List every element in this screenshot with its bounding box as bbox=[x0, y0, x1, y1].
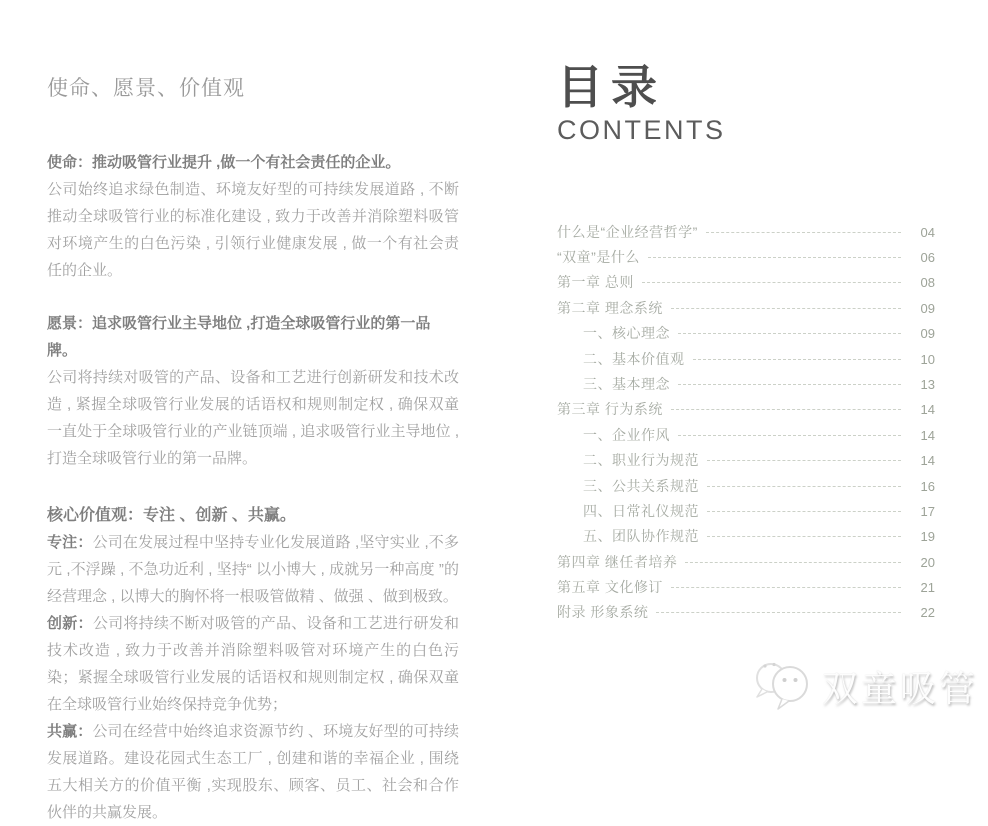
toc-entry-label: 第五章 文化修订 bbox=[557, 579, 663, 596]
toc-entry-label: 一、核心理念 bbox=[583, 325, 670, 342]
toc-entry bbox=[557, 374, 935, 399]
toc-entry bbox=[557, 501, 935, 526]
toc-leader-line bbox=[678, 435, 901, 436]
table-of-contents-page bbox=[557, 62, 935, 628]
toc-leader-line bbox=[671, 409, 901, 410]
toc-entry-page: 16 bbox=[920, 478, 935, 494]
toc-leader-line bbox=[707, 536, 901, 537]
toc-leader-line bbox=[671, 308, 901, 309]
toc-entry-label: 二、职业行为规范 bbox=[583, 452, 699, 469]
toc-leader-line bbox=[707, 511, 901, 512]
toc-entry-label: “双童”是什么 bbox=[557, 248, 640, 265]
value-innovation-paragraph bbox=[47, 610, 459, 718]
toc-title-chinese: 目录 bbox=[557, 60, 665, 114]
toc-entry bbox=[557, 272, 935, 297]
toc-leader-line bbox=[642, 282, 901, 283]
toc-title-english: CONTENTS bbox=[557, 114, 726, 145]
toc-leader-line bbox=[678, 333, 901, 334]
toc-entry bbox=[557, 323, 935, 348]
toc-entry bbox=[557, 602, 935, 627]
toc-entry-label: 二、基本价值观 bbox=[583, 350, 685, 367]
value-focus-paragraph bbox=[47, 529, 459, 610]
toc-entry-label: 三、公共关系规范 bbox=[583, 477, 699, 494]
toc-entry bbox=[557, 552, 935, 577]
toc-entry bbox=[557, 450, 935, 475]
mission-vision-values-page bbox=[47, 72, 459, 826]
core-values-heading: 核心价值观：专注 、创新 、共赢。 bbox=[47, 507, 296, 524]
toc-leader-line bbox=[693, 359, 902, 360]
toc-leader-line bbox=[678, 384, 901, 385]
toc-entry-label: 四、日常礼仪规范 bbox=[583, 502, 699, 519]
toc-entry-page: 09 bbox=[920, 326, 935, 342]
toc-entry-page: 08 bbox=[920, 275, 935, 291]
toc-entry-label: 第二章 理念系统 bbox=[557, 299, 663, 316]
value-winwin-lead: 共赢： bbox=[47, 723, 93, 740]
toc-leader-line bbox=[656, 612, 901, 613]
toc-entry bbox=[557, 222, 935, 247]
toc-entry-page: 09 bbox=[920, 300, 935, 316]
brand-logo bbox=[752, 655, 978, 718]
toc-entry bbox=[557, 577, 935, 602]
toc-leader-line bbox=[707, 486, 901, 487]
toc-entry bbox=[557, 425, 935, 450]
toc-entry bbox=[557, 476, 935, 501]
toc-entry-page: 21 bbox=[920, 580, 935, 596]
toc-entry bbox=[557, 247, 935, 272]
toc-entry-page: 04 bbox=[920, 224, 935, 240]
page-title: 使命、愿景、价值观 bbox=[47, 77, 245, 100]
toc-leader-line bbox=[707, 460, 901, 461]
value-innovation-lead: 创新： bbox=[47, 615, 93, 632]
toc-entry-page: 22 bbox=[920, 605, 935, 621]
mission-lead: 使命：推动吸管行业提升 ,做一个有社会责任的企业。 bbox=[47, 154, 401, 171]
toc-leader-line bbox=[706, 232, 901, 233]
toc-entry-label: 一、企业作风 bbox=[583, 426, 670, 443]
toc-entry-label: 五、团队协作规范 bbox=[583, 528, 699, 545]
toc-entry-label: 第四章 继任者培养 bbox=[557, 553, 678, 570]
toc-entry-page: 14 bbox=[920, 402, 935, 418]
toc-entry-page: 13 bbox=[920, 376, 935, 392]
toc-leader-line bbox=[648, 257, 901, 258]
value-focus-lead: 专注： bbox=[47, 534, 93, 551]
toc-entry-page: 06 bbox=[920, 249, 935, 265]
vision-lead: 愿景：追求吸管行业主导地位 ,打造全球吸管行业的第一品牌。 bbox=[47, 315, 431, 359]
toc-entry bbox=[557, 399, 935, 424]
value-winwin-paragraph bbox=[47, 718, 459, 826]
toc-entry-page: 20 bbox=[920, 554, 935, 570]
toc-leader-line bbox=[671, 587, 901, 588]
vision-body: 公司将持续对吸管的产品、设备和工艺进行创新研发和技术改造 , 紧握全球吸管行业发展的话语权和规则制定权 , 确保双童一直处于全球吸管行业的产业链顶端 , 追求吸管行业主导地位 , 打造全球吸管行业的第一品牌。 bbox=[47, 369, 459, 467]
toc-entry bbox=[557, 349, 935, 374]
toc-entry-page: 19 bbox=[920, 529, 935, 545]
value-winwin-body: 公司在经营中始终追求资源节约 、环境友好型的可持续发展道路。建设花园式生态工厂 , 创建和谐的幸福企业 , 围绕五大相关方的价值平衡 ,实现股东、顾客、员工、社会和合作伙伴的共赢发展。 bbox=[47, 723, 459, 821]
toc-entry bbox=[557, 526, 935, 551]
toc-entry-label: 三、基本理念 bbox=[583, 375, 670, 392]
mission-body: 公司始终追求绿色制造、环境友好型的可持续发展道路 , 不断推动全球吸管行业的标准化建设 , 致力于改善并消除塑料吸管对环境产生的白色污染 , 引领行业健康发展 , 做一个有社会责任的企业。 bbox=[47, 181, 459, 279]
vision-section bbox=[47, 310, 459, 472]
value-innovation-body: 公司将持续不断对吸管的产品、设备和工艺进行研发和技术改造 , 致力于改善并消除塑料吸管对环境产生的白色污染；紧握全球吸管行业发展的话语权和规则制定权 , 确保双童在全球吸管行业始终保持竞争优势； bbox=[47, 615, 459, 713]
two-children-faces-icon bbox=[752, 655, 816, 718]
toc-entry bbox=[557, 298, 935, 323]
toc-entry-label: 什么是“企业经营哲学” bbox=[557, 223, 698, 240]
toc-entry-page: 14 bbox=[920, 453, 935, 469]
toc-entry-page: 17 bbox=[920, 503, 935, 519]
mission-section bbox=[47, 149, 459, 284]
toc-list bbox=[557, 222, 935, 628]
toc-entry-label: 附录 形象系统 bbox=[557, 604, 649, 621]
toc-entry-label: 第一章 总则 bbox=[557, 274, 634, 291]
value-focus-body: 公司在发展过程中坚持专业化发展道路 ,坚守实业 ,不多元 ,不浮躁 , 不急功近利 , 坚持“ 以小博大 , 成就另一种高度 ”的经营理念 , 以博大的胸怀将一根吸管做精 、做强 、做到极致。 bbox=[47, 534, 459, 605]
toc-leader-line bbox=[685, 562, 901, 563]
toc-entry-label: 第三章 行为系统 bbox=[557, 401, 663, 418]
brand-logo-text: 双童吸管 bbox=[821, 668, 978, 709]
toc-entry-page: 14 bbox=[920, 427, 935, 443]
toc-entry-page: 10 bbox=[920, 351, 935, 367]
